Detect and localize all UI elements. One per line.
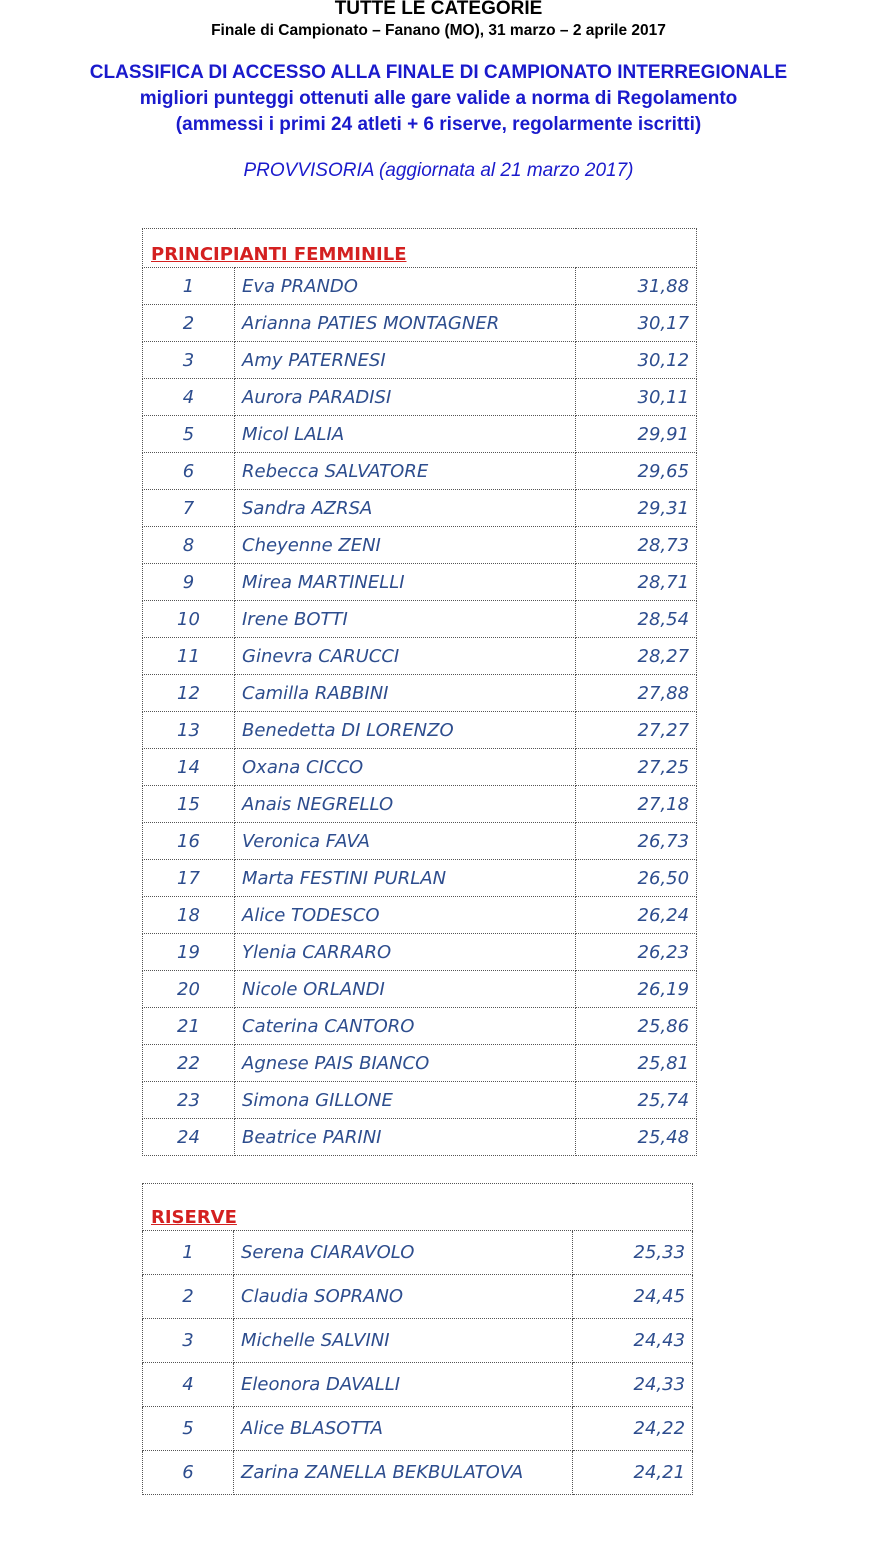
score-cell: 25,48 <box>576 1119 697 1156</box>
score-cell: 28,73 <box>576 527 697 564</box>
classification-heading: CLASSIFICA DI ACCESSO ALLA FINALE DI CAMPIONATO INTERREGIONALE <box>89 62 788 83</box>
score-cell: 27,25 <box>576 749 697 786</box>
rank-cell: 2 <box>143 1275 234 1319</box>
score-cell: 30,11 <box>576 379 697 416</box>
ranking-row <box>143 527 697 564</box>
athlete-name-cell: Beatrice PARINI <box>235 1119 576 1156</box>
rank-cell: 2 <box>143 305 235 342</box>
rank-cell: 4 <box>143 379 235 416</box>
ranking-row <box>143 601 697 638</box>
ranking-row <box>143 453 697 490</box>
rank-cell: 1 <box>143 268 235 305</box>
athlete-name-cell: Ginevra CARUCCI <box>235 638 576 675</box>
ranking-row <box>143 823 697 860</box>
rank-cell: 13 <box>143 712 235 749</box>
ranking-row <box>143 786 697 823</box>
athlete-name-cell: Cheyenne ZENI <box>235 527 576 564</box>
rank-cell: 8 <box>143 527 235 564</box>
ranking-row <box>143 416 697 453</box>
reserve-row <box>143 1451 693 1495</box>
score-cell: 24,43 <box>573 1319 693 1363</box>
rank-cell: 20 <box>143 971 235 1008</box>
score-cell: 25,86 <box>576 1008 697 1045</box>
rank-cell: 15 <box>143 786 235 823</box>
athlete-name-cell: Eleonora DAVALLI <box>234 1363 573 1407</box>
athlete-name-cell: Alice BLASOTTA <box>234 1407 573 1451</box>
score-cell: 27,27 <box>576 712 697 749</box>
rank-cell: 7 <box>143 490 235 527</box>
rank-cell: 19 <box>143 934 235 971</box>
athlete-name-cell: Simona GILLONE <box>235 1082 576 1119</box>
score-cell: 24,45 <box>573 1275 693 1319</box>
rank-cell: 18 <box>143 897 235 934</box>
reserve-row <box>143 1275 693 1319</box>
ranking-row <box>143 1119 697 1156</box>
athlete-name-cell: Claudia SOPRANO <box>234 1275 573 1319</box>
rank-cell: 3 <box>143 342 235 379</box>
ranking-row <box>143 638 697 675</box>
athlete-name-cell: Camilla RABBINI <box>235 675 576 712</box>
ranking-row <box>143 490 697 527</box>
rank-cell: 14 <box>143 749 235 786</box>
ranking-row <box>143 860 697 897</box>
ranking-row <box>143 712 697 749</box>
score-cell: 24,22 <box>573 1407 693 1451</box>
athlete-name-cell: Amy PATERNESI <box>235 342 576 379</box>
score-cell: 29,91 <box>576 416 697 453</box>
rank-cell: 10 <box>143 601 235 638</box>
rank-cell: 6 <box>143 453 235 490</box>
rank-cell: 11 <box>143 638 235 675</box>
athlete-name-cell: Ylenia CARRARO <box>235 934 576 971</box>
athlete-name-cell: Zarina ZANELLA BEKBULATOVA <box>234 1451 573 1495</box>
ranking-row <box>143 1082 697 1119</box>
rank-cell: 3 <box>143 1319 234 1363</box>
athlete-name-cell: Eva PRANDO <box>235 268 576 305</box>
athlete-name-cell: Oxana CICCO <box>235 749 576 786</box>
score-cell: 25,81 <box>576 1045 697 1082</box>
score-cell: 24,21 <box>573 1451 693 1495</box>
ranking-row <box>143 564 697 601</box>
provisional-status: PROVVISORIA (aggiornata al 21 marzo 2017) <box>243 160 634 181</box>
reserve-row <box>143 1231 693 1275</box>
ranking-row <box>143 1045 697 1082</box>
score-cell: 26,73 <box>576 823 697 860</box>
athlete-name-cell: Micol LALIA <box>235 416 576 453</box>
score-cell: 26,19 <box>576 971 697 1008</box>
athlete-name-cell: Michelle SALVINI <box>234 1319 573 1363</box>
athlete-name-cell: Nicole ORLANDI <box>235 971 576 1008</box>
ranking-row <box>143 675 697 712</box>
rank-cell: 5 <box>143 1407 234 1451</box>
athlete-name-cell: Veronica FAVA <box>235 823 576 860</box>
ranking-row <box>143 971 697 1008</box>
rank-cell: 16 <box>143 823 235 860</box>
document-title: TUTTE LE CATEGORIE <box>334 0 543 19</box>
rank-cell: 1 <box>143 1231 234 1275</box>
athlete-name-cell: Sandra AZRSA <box>235 490 576 527</box>
score-cell: 31,88 <box>576 268 697 305</box>
score-cell: 24,33 <box>573 1363 693 1407</box>
ranking-row <box>143 379 697 416</box>
reserves-table <box>142 1183 693 1495</box>
score-cell: 29,31 <box>576 490 697 527</box>
score-cell: 25,74 <box>576 1082 697 1119</box>
athlete-name-cell: Aurora PARADISI <box>235 379 576 416</box>
rank-cell: 9 <box>143 564 235 601</box>
reserve-row <box>143 1363 693 1407</box>
athlete-name-cell: Rebecca SALVATORE <box>235 453 576 490</box>
athlete-name-cell: Alice TODESCO <box>235 897 576 934</box>
score-cell: 29,65 <box>576 453 697 490</box>
rank-cell: 24 <box>143 1119 235 1156</box>
athlete-name-cell: Arianna PATIES MONTAGNER <box>235 305 576 342</box>
score-cell: 27,18 <box>576 786 697 823</box>
athlete-name-cell: Caterina CANTORO <box>235 1008 576 1045</box>
athlete-name-cell: Anais NEGRELLO <box>235 786 576 823</box>
score-cell: 26,23 <box>576 934 697 971</box>
score-cell: 26,50 <box>576 860 697 897</box>
athlete-name-cell: Irene BOTTI <box>235 601 576 638</box>
athlete-name-cell: Agnese PAIS BIANCO <box>235 1045 576 1082</box>
ranking-row <box>143 1008 697 1045</box>
ranking-row <box>143 305 697 342</box>
ranking-row <box>143 749 697 786</box>
score-cell: 28,27 <box>576 638 697 675</box>
rank-cell: 5 <box>143 416 235 453</box>
score-cell: 30,17 <box>576 305 697 342</box>
athlete-name-cell: Mirea MARTINELLI <box>235 564 576 601</box>
reserve-row <box>143 1319 693 1363</box>
score-cell: 28,54 <box>576 601 697 638</box>
score-cell: 28,71 <box>576 564 697 601</box>
admission-note: (ammessi i primi 24 atleti + 6 riserve, regolarmente iscritti) <box>175 114 702 135</box>
ranking-row <box>143 897 697 934</box>
rank-cell: 4 <box>143 1363 234 1407</box>
rank-cell: 12 <box>143 675 235 712</box>
score-cell: 27,88 <box>576 675 697 712</box>
rank-cell: 21 <box>143 1008 235 1045</box>
section-header-row <box>143 229 697 268</box>
reserve-row <box>143 1407 693 1451</box>
athlete-name-cell: Marta FESTINI PURLAN <box>235 860 576 897</box>
athlete-name-cell: Benedetta DI LORENZO <box>235 712 576 749</box>
event-subtitle: Finale di Campionato – Fanano (MO), 31 marzo – 2 aprile 2017 <box>211 22 666 39</box>
rank-cell: 23 <box>143 1082 235 1119</box>
ranking-table <box>142 228 697 1156</box>
ranking-row <box>143 934 697 971</box>
score-cell: 26,24 <box>576 897 697 934</box>
score-cell: 30,12 <box>576 342 697 379</box>
score-cell: 25,33 <box>573 1231 693 1275</box>
section-title-riserve: RISERVE <box>143 1184 693 1231</box>
ranking-row <box>143 268 697 305</box>
section-title-principianti: PRINCIPIANTI FEMMINILE <box>143 229 697 268</box>
classification-criteria: migliori punteggi ottenuti alle gare valide a norma di Regolamento <box>139 88 738 109</box>
section-header-row <box>143 1184 693 1231</box>
ranking-row <box>143 342 697 379</box>
rank-cell: 17 <box>143 860 235 897</box>
rank-cell: 22 <box>143 1045 235 1082</box>
rank-cell: 6 <box>143 1451 234 1495</box>
athlete-name-cell: Serena CIARAVOLO <box>234 1231 573 1275</box>
